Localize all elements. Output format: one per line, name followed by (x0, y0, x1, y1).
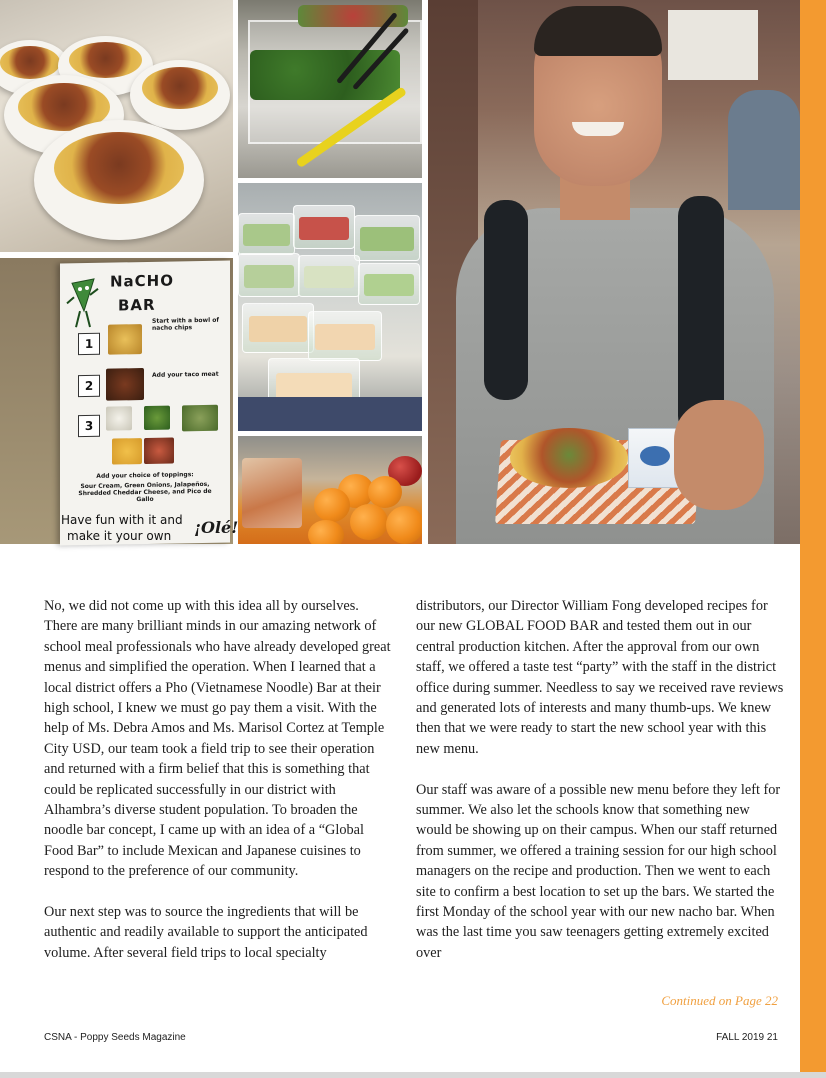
nacho-bar-sign (60, 261, 230, 546)
step-text: Start with a bowl of nacho chips (152, 316, 219, 332)
nacho-bowl (130, 60, 230, 130)
orange (386, 506, 422, 544)
step-number: 1 (78, 333, 100, 355)
right-hand (674, 400, 764, 510)
footer-issue-page: FALL 2019 21 (716, 1032, 778, 1043)
orange (308, 520, 344, 544)
student-with-nachos-photo (428, 0, 800, 544)
nachos (510, 428, 628, 488)
sign-tagline-line2: make it your own (67, 529, 172, 543)
toppings-heading: Add your choice of toppings: (96, 471, 194, 480)
packaged-toppings-photo (238, 183, 422, 431)
nacho-bowls-photo (0, 0, 233, 252)
snack-bag (242, 458, 302, 528)
nacho-bowl (34, 120, 204, 240)
window-light (668, 10, 758, 80)
orange (350, 504, 388, 540)
article-paragraph: No, we did not come up with this idea all by ourselves. There are many brilliant minds in our amazing network of school meal professionals who have already developed great menus and simplified the operation. When I learned that a local district offers a Pho (Vietnamese Noodle) Bar at their high school, I knew we must go pay them a visit. With the help of Ms. Debra Amos and Ms. Marisol Cortez at Temple City USD, our team took a field trip to see their operation and returned with a firm belief that this is something that could be replicated successfully in our district with Alhambra’s diverse student population. To broaden the noodle bar concept, I came up with an idea of a “Global Food Bar” to include Mexican and Japanese cuisines to respond to the preference of our community. (44, 598, 391, 880)
article-column-left (44, 596, 394, 963)
jalapeno-thumbnail (182, 405, 218, 432)
orange-margin-stripe (800, 0, 826, 1078)
topping-container (238, 253, 300, 297)
taco-meat-thumbnail (106, 368, 144, 401)
background-person (728, 90, 800, 210)
article-paragraph: Our next step was to source the ingredients that will be authentic and readily available to support the anticipated volume. After several field trips to local specialty (44, 904, 368, 961)
step-number: 3 (78, 415, 100, 437)
sign-title-line1: NaCHO (110, 271, 174, 291)
hair (534, 6, 662, 56)
topping-container (293, 205, 355, 249)
topping-container (242, 303, 314, 353)
ole-text: ¡Olé! (194, 518, 239, 537)
step-number: 2 (78, 375, 100, 397)
article-paragraph: Our staff was aware of a possible new menu before they left for summer. We also let the schools know that something new would be showing up on their campus. When our staff returned from summer, we offered a training session for our high school managers on the recipe and production. Then we went to each site to confirm a best location to set up the bars. We started the first Monday of the school year with our new nacho bar. When was the last time you saw teenagers getting extremely excited over (416, 781, 781, 961)
topping-container (308, 311, 382, 361)
sign-title-line2: BAR (118, 295, 156, 315)
smile (572, 122, 624, 136)
sign-tagline-line1: Have fun with it and (61, 513, 183, 527)
counter-edge (238, 397, 422, 431)
salsa-bar-photo (238, 0, 422, 178)
sour-cream-thumbnail (106, 406, 132, 430)
article-column-right (416, 596, 788, 963)
backpack-strap-left (484, 200, 528, 400)
article-paragraph: distributors, our Director William Fong developed recipes for our new GLOBAL FOOD BAR and tested them out in our central production kitchen. After the approval from our own staff, we offered a taste test “party” with the staff in the district office during summer. Needless to say we received rave reviews and generated lots of interests and many thumb-ups. We knew then that we were ready to start the new school year with this new menu. (416, 598, 784, 757)
orange (314, 488, 350, 522)
topping-container (354, 215, 420, 261)
continued-link[interactable]: Continued on Page 22 (661, 993, 778, 1008)
footer-publication: CSNA - Poppy Seeds Magazine (44, 1032, 186, 1043)
chips-thumbnail (108, 324, 142, 355)
topping-container (358, 263, 420, 305)
chip-mascot-icon (66, 277, 100, 332)
toppings-list: Sour Cream, Green Onions, Jalapeños, Shredded Cheddar Cheese, and Pico de Gallo (78, 480, 212, 504)
pico-thumbnail (144, 437, 174, 464)
orange (368, 476, 402, 508)
topping-container (298, 255, 360, 297)
milk-carton-logo-icon (640, 446, 670, 466)
topping-container (238, 213, 295, 255)
green-onion-thumbnail (144, 406, 170, 430)
fruit-display-photo (238, 436, 422, 544)
step-text: Add your taco meat (152, 370, 219, 379)
cheese-thumbnail (112, 438, 142, 465)
page-bottom-edge (0, 1072, 826, 1078)
